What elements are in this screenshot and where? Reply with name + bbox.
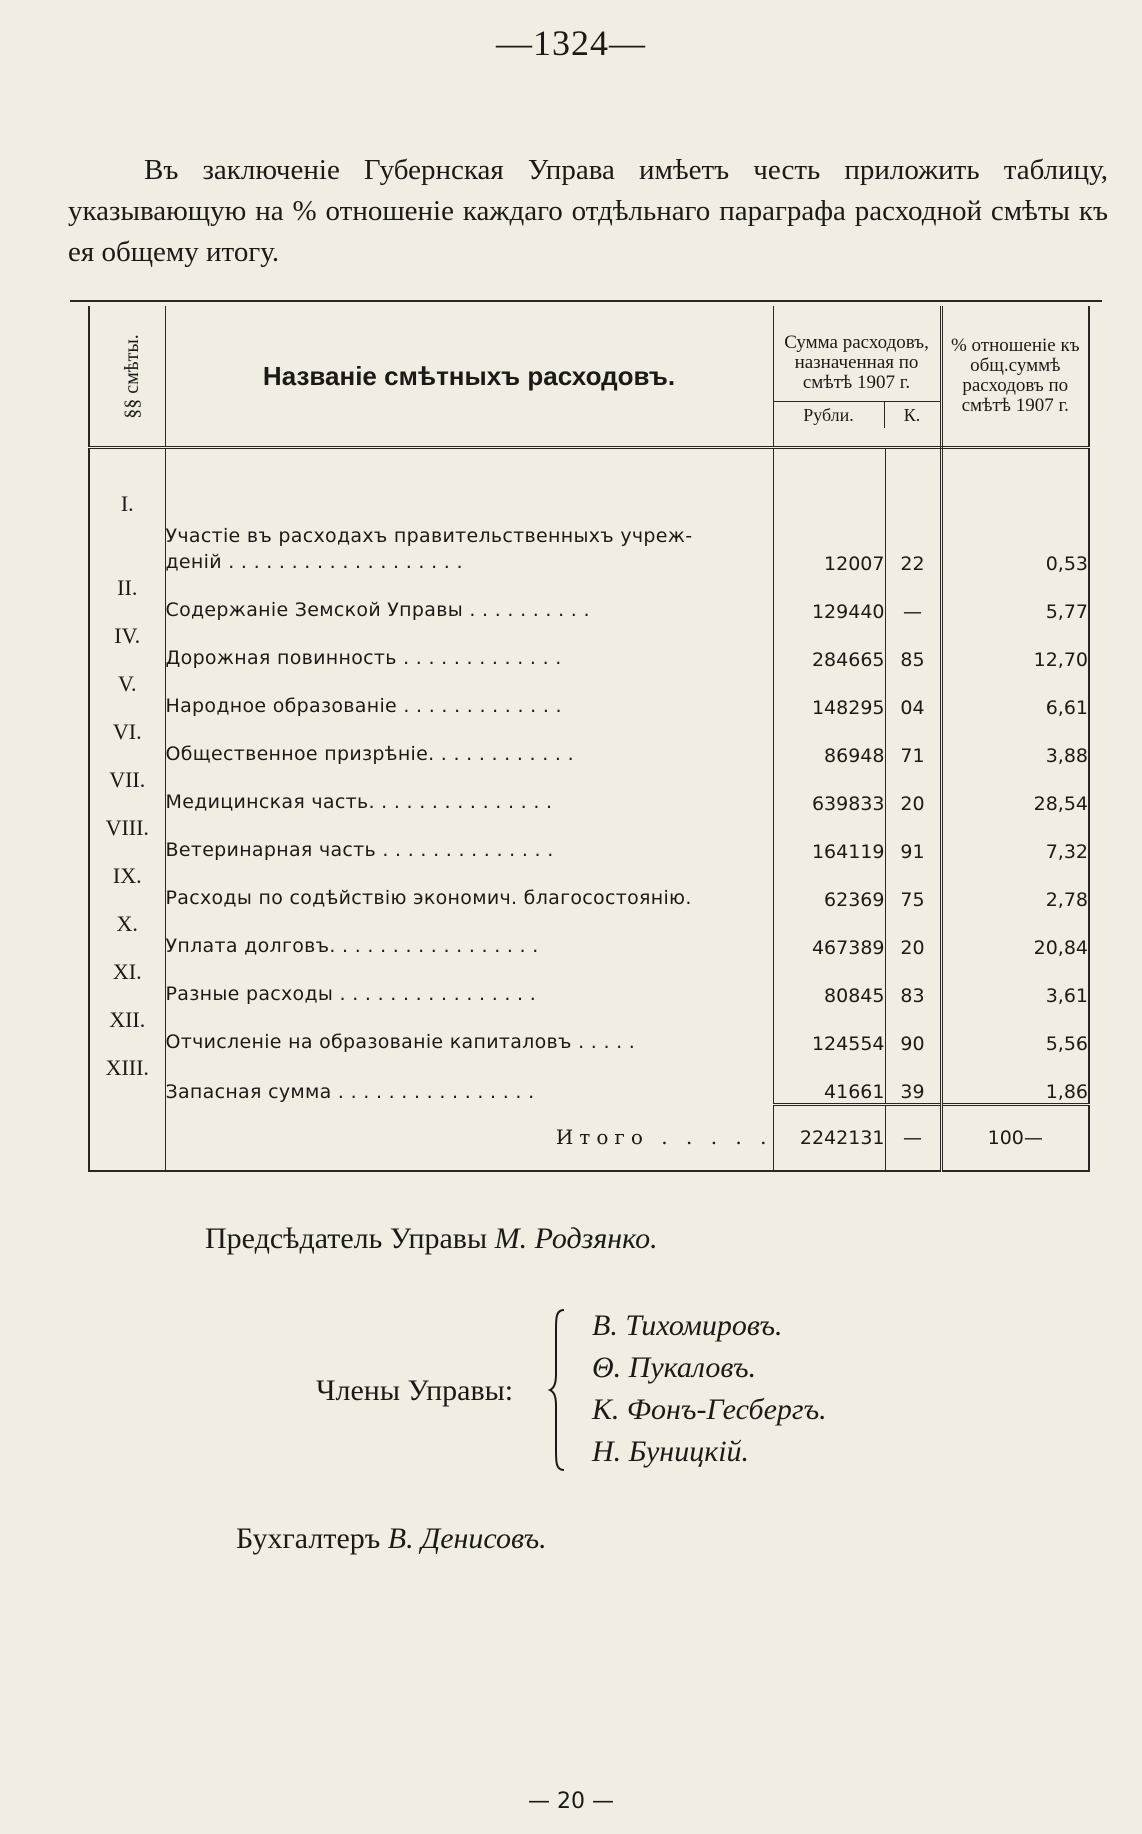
accountant-signature — [236, 1522, 547, 1556]
row-name: Содержаніе Земской Управы . . . . . . . . . . — [165, 575, 773, 623]
members-list — [592, 1305, 827, 1473]
table-header-row — [89, 306, 1089, 448]
chairman-signature — [205, 1222, 658, 1256]
row-section: VI. — [89, 719, 165, 767]
table-row — [89, 863, 1089, 911]
member-name: Θ. Пукаловъ. — [592, 1351, 757, 1384]
row-rubles: 80845 — [773, 959, 885, 1007]
row-rubles: 12007 — [773, 448, 885, 576]
row-rubles: 129440 — [773, 575, 885, 623]
row-percent: 2,78 — [941, 863, 1089, 911]
row-kopecks: 85 — [885, 623, 941, 671]
row-rubles: 284665 — [773, 623, 885, 671]
row-percent: 28,54 — [941, 767, 1089, 815]
accountant-role: Бухгалтеръ — [236, 1522, 381, 1555]
member-name: К. Фонъ-Гесбергъ. — [592, 1393, 827, 1426]
header-section-label: §§ смѣты. — [120, 333, 143, 419]
row-name: Дорожная повинность . . . . . . . . . . . . . — [165, 623, 773, 671]
table-row — [89, 767, 1089, 815]
row-section: VII. — [89, 767, 165, 815]
row-rubles: 62369 — [773, 863, 885, 911]
row-name: Запасная сумма . . . . . . . . . . . . . . . . — [165, 1055, 773, 1105]
row-rubles: 148295 — [773, 671, 885, 719]
table-row — [89, 1055, 1089, 1105]
row-name-line-1: Участіе въ расходахъ правительственныхъ учреж- — [165, 525, 693, 547]
table-row — [89, 671, 1089, 719]
row-rubles: 124554 — [773, 1007, 885, 1055]
row-name: Общественное призрѣніе. . . . . . . . . . . . — [165, 719, 773, 767]
table-top-rule — [70, 300, 1102, 302]
row-rubles: 164119 — [773, 815, 885, 863]
table-row — [89, 719, 1089, 767]
table-row — [89, 575, 1089, 623]
header-kopecks: К. — [903, 404, 921, 425]
row-section: XI. — [89, 959, 165, 1007]
row-percent: 12,70 — [941, 623, 1089, 671]
total-percent: 100— — [941, 1105, 1089, 1172]
total-section-empty — [89, 1105, 165, 1172]
row-kopecks: 04 — [885, 671, 941, 719]
row-name-line-2: деній . . . . . . . . . . . . . . . . . . . — [165, 551, 463, 573]
table-total-row — [89, 1105, 1089, 1172]
table-row — [89, 1007, 1089, 1055]
table-row — [89, 815, 1089, 863]
row-name: Расходы по содѣйствію экономич. благосостоянію. — [165, 863, 773, 911]
header-percent: % отношеніе къ общ.суммѣ расходовъ по смѣтѣ 1907 г. — [941, 306, 1089, 448]
header-name: Названіе смѣтныхъ расходовъ. — [165, 306, 773, 448]
total-rubles: 2242131 — [773, 1105, 885, 1172]
row-percent: 5,77 — [941, 575, 1089, 623]
row-kopecks: 20 — [885, 767, 941, 815]
chairman-role: Предсѣдатель Управы — [205, 1222, 488, 1255]
row-rubles: 86948 — [773, 719, 885, 767]
total-kopecks: — — [885, 1105, 941, 1172]
page-number-top: —1324— — [496, 23, 646, 63]
member-name: В. Тихомировъ. — [592, 1309, 783, 1342]
header-sum-subcolumns — [774, 402, 940, 428]
row-name — [165, 448, 773, 576]
row-section: VIII. — [89, 815, 165, 863]
row-rubles: 639833 — [773, 767, 885, 815]
row-percent: 1,86 — [941, 1055, 1089, 1105]
row-section: I. — [89, 448, 165, 576]
page-number-bottom: — 20 — — [528, 1789, 614, 1814]
row-kopecks: 75 — [885, 863, 941, 911]
members-brace — [548, 1308, 568, 1472]
table-row — [89, 959, 1089, 1007]
intro-text: Въ заключеніе Губернская Управа имѣетъ честь приложить таблицу, указывающую на % отношеніе каждаго отдѣльнаго параграфа расходной смѣты къ ея общему итогу. — [68, 154, 1108, 268]
chairman-name: М. Родзянко. — [494, 1222, 658, 1255]
row-section: II. — [89, 575, 165, 623]
accountant-name: В. Денисовъ. — [387, 1522, 547, 1555]
table-row — [89, 448, 1089, 576]
row-kopecks: 22 — [885, 448, 941, 576]
row-name: Ветеринарная часть . . . . . . . . . . . . . . — [165, 815, 773, 863]
total-label: Итого . . . . . — [165, 1105, 773, 1172]
row-percent: 0,53 — [941, 448, 1089, 576]
member-name: Н. Буницкій. — [592, 1435, 750, 1468]
row-percent: 5,56 — [941, 1007, 1089, 1055]
intro-paragraph — [68, 150, 1108, 273]
row-section: IV. — [89, 623, 165, 671]
row-percent: 6,61 — [941, 671, 1089, 719]
row-percent: 3,61 — [941, 959, 1089, 1007]
row-percent: 3,88 — [941, 719, 1089, 767]
row-section: X. — [89, 911, 165, 959]
row-section: V. — [89, 671, 165, 719]
row-kopecks: 20 — [885, 911, 941, 959]
row-kopecks: 39 — [885, 1055, 941, 1105]
row-section: XIII. — [89, 1055, 165, 1105]
row-kopecks: — — [885, 575, 941, 623]
row-name: Разные расходы . . . . . . . . . . . . . . . . — [165, 959, 773, 1007]
table-row — [89, 623, 1089, 671]
row-rubles: 467389 — [773, 911, 885, 959]
row-kopecks: 90 — [885, 1007, 941, 1055]
row-name: Медицинская часть. . . . . . . . . . . . . . . — [165, 767, 773, 815]
table-row — [89, 911, 1089, 959]
row-kopecks: 71 — [885, 719, 941, 767]
header-rubles: Рубли. — [774, 402, 885, 428]
row-kopecks: 91 — [885, 815, 941, 863]
row-name: Народное образованіе . . . . . . . . . . . . . — [165, 671, 773, 719]
row-section: IX. — [89, 863, 165, 911]
header-sum-label: Сумма расходовъ, назначенная по смѣтѣ 1907 г. — [774, 325, 940, 402]
budget-table — [88, 306, 1090, 1172]
row-name: Отчисленіе на образованіе капиталовъ . . . . . — [165, 1007, 773, 1055]
header-sum — [773, 306, 941, 448]
row-percent: 7,32 — [941, 815, 1089, 863]
row-percent: 20,84 — [941, 911, 1089, 959]
row-name: Уплата долговъ. . . . . . . . . . . . . . . . . — [165, 911, 773, 959]
row-kopecks: 83 — [885, 959, 941, 1007]
members-label: Члены Управы: — [316, 1374, 514, 1407]
row-section: XII. — [89, 1007, 165, 1055]
row-rubles: 41661 — [773, 1055, 885, 1105]
header-section — [89, 306, 165, 448]
